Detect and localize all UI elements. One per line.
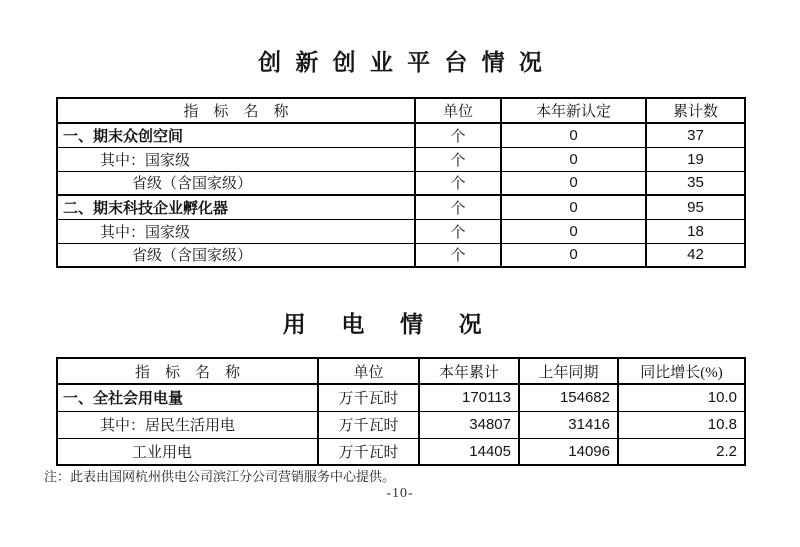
- cell-unit: 个: [415, 123, 501, 147]
- table1-row-makerspaces: [57, 123, 745, 147]
- table1-col-unit: 单位: [415, 98, 501, 123]
- cell-previous: 14096: [519, 438, 618, 465]
- table1-col-indicator-name: 指 标 名 称: [57, 98, 415, 123]
- cell-indicator: 一、全社会用电量: [57, 384, 318, 411]
- cell-total: 18: [646, 219, 745, 243]
- table1-row-makerspaces-provincial: [57, 171, 745, 195]
- table2-row-industrial-electricity: [57, 438, 745, 465]
- cell-indicator: 省级（含国家级）: [57, 171, 415, 195]
- cell-current: 34807: [419, 411, 519, 438]
- cell-unit: 万千瓦时: [318, 438, 419, 465]
- electricity-usage-table: [56, 357, 746, 466]
- cell-previous: 154682: [519, 384, 618, 411]
- cell-growth: 10.8: [618, 411, 745, 438]
- cell-current: 14405: [419, 438, 519, 465]
- cell-total: 35: [646, 171, 745, 195]
- cell-indicator: 一、期末众创空间: [57, 123, 415, 147]
- table1-col-cumulative: 累计数: [646, 98, 745, 123]
- cell-indicator: 其中：居民生活用电: [57, 411, 318, 438]
- section-title-innovation-platforms: 创新创业平台情况: [258, 49, 557, 75]
- cell-new-count: 0: [501, 147, 646, 171]
- page-number: -10-: [386, 486, 414, 501]
- table2-row-residential-electricity: [57, 411, 745, 438]
- cell-total: 37: [646, 123, 745, 147]
- cell-total: 19: [646, 147, 745, 171]
- table1-col-new-this-year: 本年新认定: [501, 98, 646, 123]
- cell-indicator: 其中：国家级: [57, 219, 415, 243]
- cell-growth: 2.2: [618, 438, 745, 465]
- cell-indicator: 省级（含国家级）: [57, 243, 415, 267]
- cell-indicator: 其中：国家级: [57, 147, 415, 171]
- table1-row-incubators: [57, 195, 745, 219]
- table2-col-growth-rate: 同比增长(%): [618, 358, 745, 384]
- cell-unit: 个: [415, 195, 501, 219]
- cell-new-count: 0: [501, 123, 646, 147]
- cell-unit: 个: [415, 243, 501, 267]
- cell-unit: 个: [415, 219, 501, 243]
- cell-new-count: 0: [501, 171, 646, 195]
- cell-indicator: 工业用电: [57, 438, 318, 465]
- cell-unit: 个: [415, 147, 501, 171]
- table2-header-row: [57, 358, 745, 384]
- cell-unit: 万千瓦时: [318, 411, 419, 438]
- cell-total: 95: [646, 195, 745, 219]
- table1-row-incubators-national: [57, 219, 745, 243]
- table1-row-incubators-provincial: [57, 243, 745, 267]
- cell-previous: 31416: [519, 411, 618, 438]
- cell-new-count: 0: [501, 195, 646, 219]
- table1-row-makerspaces-national: [57, 147, 745, 171]
- cell-total: 42: [646, 243, 745, 267]
- table2-col-indicator-name: 指 标 名 称: [57, 358, 318, 384]
- table2-col-unit: 单位: [318, 358, 419, 384]
- table2-col-previous-year: 上年同期: [519, 358, 618, 384]
- table1-header-row: [57, 98, 745, 123]
- cell-new-count: 0: [501, 243, 646, 267]
- innovation-platform-table: [56, 97, 746, 268]
- source-footnote: 注：此表由国网杭州供电公司滨江分公司营销服务中心提供。: [44, 469, 396, 484]
- cell-growth: 10.0: [618, 384, 745, 411]
- cell-unit: 万千瓦时: [318, 384, 419, 411]
- cell-new-count: 0: [501, 219, 646, 243]
- cell-current: 170113: [419, 384, 519, 411]
- cell-unit: 个: [415, 171, 501, 195]
- cell-indicator: 二、期末科技企业孵化器: [57, 195, 415, 219]
- section-title-electricity: 用电情况: [282, 311, 518, 337]
- table2-row-total-electricity: [57, 384, 745, 411]
- table2-col-current-year: 本年累计: [419, 358, 519, 384]
